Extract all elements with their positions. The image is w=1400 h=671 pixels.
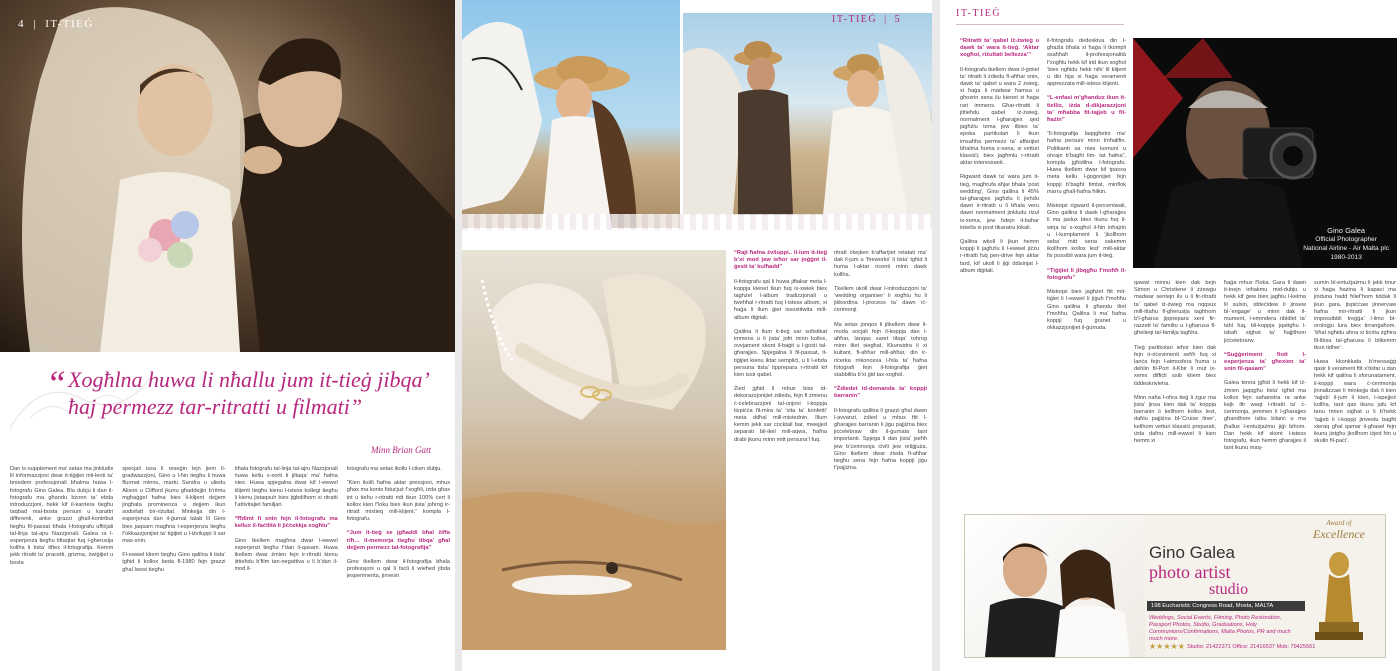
paragraph: “Kien ikolli ħafna aktar pressjoni, mhux għax ma kontx fiduċjuż f’xogħli, izda għax int u tieħu r-ritratti ridt tkun 100% ċert li kollox kien f’loku biex ikun jista’ joħroġ ir-ritratt mixtieq mill-klijent.” kompla l-fotografu.	[346, 480, 450, 523]
page-header-right	[956, 8, 1001, 19]
paragraph: Gino tkellem magħna dwar l-ewwel esperjenzi tiegħu f’dan il-qasam. Huwa tkellem dwar żmien fejn ir-ritratti kienu jittieħdu b’film tan-negattiva u li b’dan il-mod il-	[234, 537, 338, 573]
paragraph: Ma setax jonqos li jitkellem dwar il-moda soċjali fejn il-koppja dan l-aħħar, lanqas saret tibqa’ tohrog minn tliet siegħat. Kkunsidra li xi kultant, fl-aħħar mill-aħħar, din ir-riċerka rrikonoxxa l-ħila ta’ ħafna fotografi fejn il-fotografija ġiet stabbilita b’xi ġid tax-xogħol.	[834, 321, 927, 379]
caption-org: National Airline - Air Malta plc	[1303, 245, 1389, 252]
couple-sepia-illustration	[0, 0, 455, 352]
advert-couple-illustration	[965, 515, 1145, 657]
header-rule	[956, 24, 1124, 25]
paragraph: Rigward dawk ta’ wara jum it-tieġ, magħrufa aħjar bħala ‘post wedding’, Gino qalilna li 45% tal-għarajjes jagħżlu li jiehdu dawn ir-ritratti u li bħala veru dawn normalment jinkludu rizul ix-xema, jew ħdejn il-baħar inkella xi post tikaratru lokali.	[960, 174, 1039, 231]
subheading: “L-enfasi m’għandux ikun it-tiellix, iżda d-dikjarazzjoni ta’ mħabba fit-tajjeb u fil-ħażin”	[1047, 95, 1126, 124]
advert-stars: ★★★★★	[1149, 642, 1185, 651]
decorative-lace-band	[462, 214, 932, 230]
paragraph: ħaġa mhux f’loka. Gara li dawn it-tnejn inħakmu mid-dubju u hekk kif ġew biex jagħtu l-kelma lil xulxin, iddeċidew li jinsew bl-‘engage’ u minn dak il-mument, l-emmdera nbidlet ta’ tahl fuq, bil-koppja jqattgħu l-isbaħ sighat ta’ ħajjithom jiċċelebrarw.	[1224, 280, 1306, 344]
subheading: “Suġġeriment fiott l-esperjenza ta’ għexien ta’ snin fil-qasam”	[1224, 351, 1306, 373]
couple-horse-illustration	[683, 13, 932, 215]
couple-horse-photo	[682, 12, 932, 216]
paragraph: il-fotografu dedeskiva din l-għażla bħala xi ħaġa li tkompli ssaħħaħ il-professjonalità f’xogħlu hekk kif irid ikun xogħol ‘biex ngħidu hekk nifs’ lil klijent u din hija xi ħaġa veramenti apprezzata mill-istess klijenti.	[1047, 38, 1126, 88]
award-label-2: Excellence	[1313, 527, 1365, 541]
column-2	[122, 466, 225, 666]
paragraph: Fl-ewwel kliem tiegħu Gino qalilna li tista’ tgħid li kollox beda fl-1980 fejn grazzi għal Iwosi tiegħu	[122, 552, 226, 573]
paragraph: Dan is-supplement ma’ setax ma jinkludix lil informazzjoni dwar it-tiġijiet mil-lenti ta’ bniedem professjonali bħalma huwa l-fotografu Gino Galea. Bla dubju li dan il-fotografu ma għandu bżonn ta’ ebda introduzzjoni, hekk kif il-karriera tiegħu taqbad mal-bosta persuni u karattri differenti, anke grazzi għall-kontribut tiegħu fil-passat bħala l-fotografu uffiċjali tal-linja tal-ajru Nazzjonali. Galea ra l-esperjenza tiegħu tittaqtar fuq l-għerusija kollha li tista’ tiftex il-fotografija. Kemm jekk ritratti ta’ pracetti, grizma, żwiġijiet u bosta	[10, 466, 114, 566]
column-1	[960, 38, 1039, 506]
column-3	[1134, 280, 1216, 506]
caption-role: Official Photographer	[1315, 236, 1378, 243]
column-1	[10, 466, 113, 666]
column-5	[1314, 280, 1396, 506]
studio-advert	[964, 514, 1386, 658]
paragraph: Gino tkellem dwar il-fotografija bħala professjoni u qal li facli li wieħed jibda jesperimenta, jinvesti	[346, 559, 450, 580]
headline-block	[30, 364, 445, 434]
paragraph: Tieġ partikolari ieħor kien dak fejn ir-riċevimenti seħħ fuq xi lanċa fejn l-atmosfera ħuma u dehlin fil-Port il-Kbir li rnut ix-xemx diffiċli ssib kliem biex tiddeskrivieha.	[1134, 344, 1216, 387]
column-1	[734, 250, 827, 665]
left-page	[0, 0, 455, 671]
photographer-portrait	[1133, 38, 1397, 268]
paragraph: ritratt ċkejken b’affarijiet relatati ma’ dak il-jum u ‘fireworks’ li tista’ tgħid li huma l-aktar ricenti minn dawk kollha.	[834, 250, 927, 278]
paragraph: Il-fotografu qal li huwa jiftakar meta l-koppja kienet tkun fuq ix-xwiek biex taghżel l-album tradizzjonali u tweħħal r-ritratti fuq l-istess album, xi ħaġa li llum ġiet issostitwita mill-album diġitali.	[734, 278, 827, 321]
photo-caption	[1303, 226, 1389, 262]
subheading: “Ritratti ta’ qabel iż-żwieġ u dawk ta’ wara it-tieġ. ‘Aktar xogħol, riżultati bellezza’”	[960, 38, 1039, 59]
advert-address-bar: 198 Eucharistic Congress Road, Mosta, MALTA	[1147, 601, 1305, 611]
award-badge	[1293, 519, 1385, 653]
column-4	[347, 466, 450, 666]
column-2	[834, 250, 927, 665]
magazine-brand: IT-TIEĠ	[45, 18, 94, 30]
paragraph: Il-fotografu qalilna li grazzi għal dawn l-avvanzi, żdied u mhux ftit l-għarajjes barranin li jiġu pajjiżna biex jiċċelebraw din il-ġurnata tant importanti. Spjega li dan jista’ jseħħ jew b’ċerimonja ċivili jew reliġjuża. Gino tkellem dwar żieda fl-aħħar tiegħu sena fejn ħafna koppji jiġu f’pajjiżna.	[834, 407, 927, 472]
page-number-header: 4 | IT-TIEĠ	[18, 18, 94, 30]
trophy-icon	[1293, 542, 1385, 642]
paragraph: Mistoqsi rigward il-percentwali, Gino qalilna li dawk l-għarajjes li ma jaslux biex ikunu fuq il-wirja ta’ x-xogħol il-ħin inħajrin u l-kumplament li ‘jkollhom seba’ mitt sena sakemm ikollhom kollox lest’ mill-aktar fis possibli wara jum it-tieġ.	[1047, 203, 1126, 260]
horse-kiss-photo	[462, 0, 680, 228]
headline-text: Xogħlna huwa li nħallu jum it-tieġ jibqa’ ħaj permezz tar-ritratti u filmati”	[68, 367, 428, 419]
award-label-1: Award of	[1326, 519, 1352, 527]
magazine-brand: IT-TIEĠ	[956, 8, 1002, 19]
column-3	[235, 466, 338, 666]
paragraph: sumin bl-entużjażmu li jekk tmur xi ħaġa ħażina li kapaci ma jinduna hadd ħlief’hom tiddak li jkun gara, jispiċċaw jinnervaw ħafna mir-ritratti li jkun impossibbli treġġa’ l-ilmo bl-orologju lura biex tirranġaħom. ‘bħal ngħidu aħna xi ticrita żgħira fil-libsa tal-għarusa li bilkemm tkun tidher’.	[1314, 280, 1396, 351]
paragraph: Qalilna li llum it-tieġ sar sofistikat immens u li jista’ jofri minn kollox, ovvjament skont il-baġit u l-ġosti tal-għarajjes. Spjegalna li fil-passat, it-tiġijiet kienu iktar sempliċi, u li l-ebda persuna tista’ tipprepara r-ritratti kif kien issir qabel.	[734, 328, 827, 379]
paragraph: qawwi minnu kien dak bejn Simon u Christiene li żżewġu madwar sentejn ilu u li fir-ritratti ta’ qabel iż-żwieġ ma nqqsux mill-ittaħu fl-għerusija tagħhom b’l-għarus jipprepara xeni fir-razzett ta’ familtu u l-għarusa fl-għelieqi tal-familja tagħha.	[1134, 280, 1216, 337]
page-number-header-right: IT-TIEĠ | 5	[832, 14, 902, 25]
article-columns-p3-top	[960, 38, 1126, 506]
paragraph: fotografu ma setax ikollu l-ċiken dubju.	[346, 466, 442, 472]
paragraph: Minn naħa l-oħra tieġ li żgur ma jista’ jinsa kien dak ta’ koppja barranin li kellhom kollox lest, daħlu pajjiżna bl-‘Cruise liner’, kellhom vetturi klassiċi preparati, iżda daħru mill-ewwel li kien hemm xi	[1134, 394, 1216, 445]
page-number: 5	[894, 14, 902, 25]
headline-quote-mark: “	[46, 363, 67, 403]
paragraph: Galea tenna jgħid li hekk kif iż-żmien jaqqgħu tista’ tgħid ma kollox fejn saħanstra ra anke kejk ifir waqt l-ritratti ta’ ċ-ċerimonja, jemmen li l-għarajjes għandhom isibu bilanċ u ma jħallux l-entużjażmu jiġi bihom. Dan hekk kif skont l-istess fotografu, ikun hemm għarajjes li tant ikunu maq-	[1224, 380, 1306, 452]
article-columns-p1	[10, 466, 450, 666]
middle-page	[462, 0, 932, 671]
paragraph: Il-fotografu tkellem dwar il-ġmiel ta’ ritratti li żdiedu fl-aħħar snin, dawk ta’ qabel u wara 2 żwieġ, xi ħaġa li madwar ħamsa u għoxrin sena ilu kienet xi ħaġa rari immens. Għar-ritratti li jittieħdu qabel iż-żwieġ, normalment l-għarajjes qed jagħżlu tema jew ilbies ta’ epoka partikolari li tkun imsaħħa permezz ta’ affarijiet bħalma huma x-xena, xi vetturi klassiċi, biex jagħmlu r-ritratti aktar interessanti.	[960, 66, 1039, 167]
paragraph: Mistoqsi biex jagħżel ftit mit-tiġiet li l-ewwel li jiġuh f’moħħu Gino qalilna li għandu tliet f’moħħu. Qalilna li ma’ ħafna koppji fuq ġranet u okkazzjonijiet il-ġurnata.	[1047, 289, 1126, 332]
caption-name: Gino Galea	[1327, 226, 1366, 235]
paragraph: Huwa kkonkluda b’messaġġ qasir li verament ftit x’tisfar u dan hekk kif qalilna li sforunatament, il-koppji wara ċ-ċerimonja jinnalizzaw li minkejja dak li kien ‘tajjeb’ il-jum li kien, l-ispejjeż kollha, tant qas ikunu jafu kif tanu tmien sigħat u li b’hekk ‘tajjeb li l-koppji jinvestu bagħt xieraq għal qamar il-għasel fejn ikunu jistgħu jkollhom iżjed ħin u skulin fil-paċi’.	[1314, 359, 1396, 445]
column-2	[1047, 38, 1126, 506]
subheading: “Ħdimt fi snin fejn il-fotografu ma kellux il-faċilità li jiċċekkja xogħlu”	[234, 516, 338, 530]
paragraph: bħala fotografu tal-linja tal-ajru Nazzjonali huwa kellu x-xorti li jiltaqa’ ma’ ħafna nies. Huwa spjegalna dwar kif l-ewwel klijenti tiegħu kienu l-istess kollegi tiegħu li kienu jistaqsuh biex jiġbdilhom xi ritratti f’attivitajiet familjari.	[234, 466, 338, 509]
paragraph: Qalilna wkoll li jkun hemm koppji li jagħżlu li l-ewwel jiżżu r-ritratti fuq pen-drive fejn aktar tard, kif ukoll li jiġi ddisinjat l-album diġitali.	[960, 239, 1039, 274]
page-number: 4	[18, 18, 25, 30]
paragraph: Tkellem ukoll dwar l-introduzzjoni ta’ ‘wedding organiser’ li xogħlu hu li jikkordina l-process ta’ dawn iċ-ċerimonji.	[834, 285, 927, 314]
advert-tag-studio: studio	[1209, 581, 1249, 598]
advert-couple-photo	[965, 515, 1145, 657]
paragraph: “Il-fotografija laqqgħetni ma’ ħafna persuni minn lmħallfin. Politkanti sa nies komuni u ohrajn b’bagħt lim- tat ħafna”, kompla jgħidilna l-fotografu. Huwa tkellem dwar kif tpaxxa meta kellu l-ġoġonijiet fejn koppji b’bagħt timtat, minflok marru għall-ħafna ħilkin.	[1047, 131, 1126, 195]
right-page	[940, 0, 1400, 671]
paragraph: Żied jgħid li mhux biss id-dekorazzjonijiet żdiedu, fejn fi żmienu ċ-ċelebrazzjoni tal-unjoni l-koppja tispiċċa fil-mira ta’ ‘xita ta’ konfetti’ meta ddħal mill-mistednin. Illum kemm jekk sar cocktail bar, mwejjed separati bil-ikel mill-aqwa, ħafna drabi jkunu minn mitt persuna’l fuq.	[734, 386, 827, 443]
advert-tag-photo: photo artist	[1149, 562, 1231, 582]
magazine-brand: IT-TIEĠ	[832, 14, 878, 25]
advert-brand: Gino Galea	[1149, 543, 1235, 562]
subheading: “Rajt ħafna żviluppi.. il-lum it-tieġ b’xi mod jew ieħor sar joġġot il-ġesti ta’ kulħadd”	[734, 250, 827, 271]
column-4	[1224, 280, 1306, 506]
rings-hands-photo	[462, 250, 726, 650]
subheading: “Żdiedet id-domanda ta’ koppji barranin”	[834, 386, 927, 400]
paragraph: speċjali issa li reseġin lejn jiem il-gradwazzjoni, Gino u l-ħin tiegħu li huwa ffurmat minnu, martu Sandra u uliedu Alison u Clifford jkunu għaddejjin b’ritmu mgħaġġel ħafna biex il-klijent dejjem jingħata prominenza u dejjem ikun sodisfatt bir-riżultat. Minkejja din l-esperjenza dan il-ġurnal talab lil Gino biex jaqsam magħna l-esperjenza tiegħu f’okkazzjonijiet ta’ tiġijiet u l-iżviluppi li sar mas-snin.	[122, 466, 226, 545]
couple-sepia-photo	[0, 0, 455, 352]
article-columns-p3-right	[1134, 280, 1396, 506]
caption-years: 1980-2013	[1330, 254, 1362, 261]
byline: Minn Brian Gatt	[371, 445, 431, 455]
subheading: “Jum it-tieġ se jgħaddi bħal żiffa riħ… il-memorja tiegħu tibqa’ għal dejjem permezz tal-fotografija”	[346, 530, 450, 551]
horse-kiss-illustration	[462, 0, 680, 228]
rings-beach-illustration	[462, 250, 726, 650]
article-columns-p2	[734, 250, 927, 665]
advert-phones: Studio: 21422371 Office: 21416537 Mob: 79425561	[1187, 644, 1316, 650]
subheading: “Tiġijiet li jibqgħu f’moħħ il-fotografu”	[1047, 267, 1126, 281]
advert-services: Weddings, Social Events, Filming, Photo Restoration, Passport Photos, Studio, Graduations, Holy Communions/Confirmations, Malta Photos, PR and much much more.	[1149, 615, 1291, 642]
